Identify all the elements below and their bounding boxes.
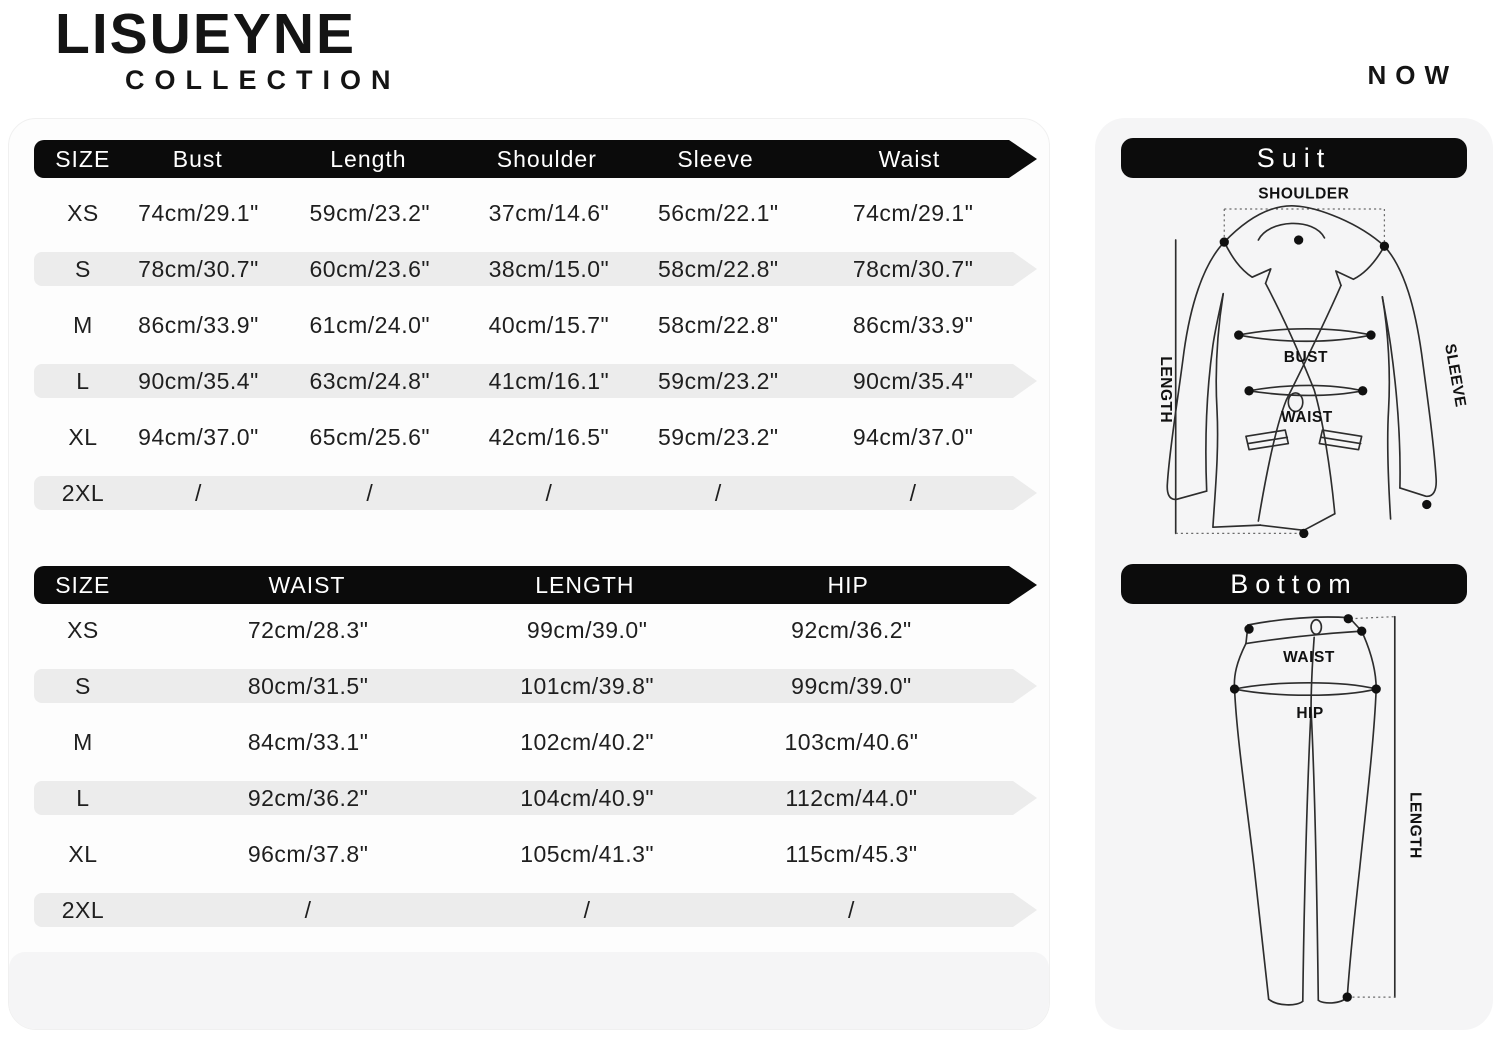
table-row-cells (34, 252, 1013, 286)
column-header-length: Length (330, 145, 407, 172)
bottom-diagram-title-text: Bottom (1230, 568, 1358, 599)
measurement-value: 61cm/24.0" (309, 311, 431, 338)
row-arrow-tip (1013, 420, 1037, 454)
measurement-value: 90cm/35.4" (852, 367, 974, 394)
bottom-measurement-diagram (1095, 604, 1493, 1018)
table-row-cells (34, 781, 1013, 815)
size-label: 2XL (61, 479, 105, 506)
measurement-value: 59cm/23.2" (658, 423, 779, 450)
size-label: XL (68, 840, 98, 867)
measurement-value: / (195, 479, 202, 506)
table-row-xl (34, 420, 1037, 454)
measurement-value: 40cm/15.7" (488, 311, 610, 338)
measurement-value: 58cm/22.8" (658, 311, 779, 338)
row-arrow-tip (1013, 364, 1037, 398)
card-footer-shade (9, 952, 1049, 1029)
suit-diagram-title (1121, 138, 1467, 178)
measurement-value: 104cm/40.9" (520, 784, 655, 811)
header-arrow-tip (1009, 140, 1037, 178)
bottom-table-body (34, 613, 1037, 927)
bust-dimension-label: BUST (1283, 348, 1328, 366)
page-header (0, 0, 1500, 118)
column-header-bust: Bust (172, 145, 223, 172)
row-arrow-tip (1013, 308, 1037, 342)
header-arrow-tip (1009, 566, 1037, 604)
measurement-value: 103cm/40.6" (784, 728, 919, 755)
content-area (0, 118, 1500, 1030)
row-arrow-tip (1013, 837, 1037, 871)
size-label: XS (67, 199, 99, 226)
size-label: M (73, 311, 93, 338)
brand-logo (55, 2, 401, 96)
size-label: S (75, 672, 91, 699)
waist-dimension-label: WAIST (1281, 408, 1333, 426)
table-row-cells (34, 420, 1013, 454)
measurement-value: 86cm/33.9" (138, 311, 259, 338)
row-arrow-tip (1013, 613, 1037, 647)
table-row-cells (34, 893, 1013, 927)
measurement-value: 99cm/39.0" (791, 672, 912, 699)
measurement-value: 92cm/36.2" (791, 616, 912, 643)
measurement-value: 94cm/37.0" (852, 423, 974, 450)
brand-collection-label: COLLECTION (125, 65, 401, 95)
measurement-value: 74cm/29.1" (852, 199, 974, 226)
row-arrow-tip (1013, 781, 1037, 815)
table-row-s (34, 252, 1037, 286)
measurement-value: 59cm/23.2" (658, 367, 779, 394)
table-row-cells (34, 837, 1013, 871)
measurement-value: 92cm/36.2" (247, 784, 369, 811)
measurement-value: 84cm/33.1" (247, 728, 369, 755)
suit-diagram-title-text: Suit (1256, 142, 1332, 173)
table-row-s (34, 669, 1037, 703)
measurement-value: 60cm/23.6" (309, 255, 431, 282)
suit-table-header-bar (34, 140, 1037, 178)
row-arrow-tip (1013, 893, 1037, 927)
table-row-xl (34, 837, 1037, 871)
table-row-cells (34, 308, 1013, 342)
table-row-cells (34, 364, 1013, 398)
table-row-xs (34, 613, 1037, 647)
measurement-value: / (366, 479, 374, 506)
column-header-waist: Waist (878, 145, 941, 172)
measurement-value: / (545, 479, 553, 506)
table-row-m (34, 308, 1037, 342)
size-label: S (75, 255, 91, 282)
row-arrow-tip (1013, 476, 1037, 510)
hip-dimension-label: HIP (1296, 704, 1324, 722)
measurement-value: 42cm/16.5" (488, 423, 610, 450)
suit-measurement-diagram (1095, 178, 1493, 552)
size-label: XL (68, 423, 98, 450)
row-arrow-tip (1013, 725, 1037, 759)
measurement-value: 37cm/14.6" (488, 199, 610, 226)
measurement-value: 74cm/29.1" (138, 199, 259, 226)
measurement-value: 58cm/22.8" (658, 255, 779, 282)
measurement-value: 65cm/25.6" (309, 423, 431, 450)
table-row-xs (34, 196, 1037, 230)
measurement-diagram-card (1095, 118, 1493, 1030)
suit-size-table (34, 140, 1037, 510)
length-dimension-label: LENGTH (1406, 792, 1424, 859)
measurement-value: 86cm/33.9" (852, 311, 974, 338)
size-chart-card (8, 118, 1050, 1030)
waist-dimension-label: WAIST (1283, 649, 1335, 667)
bottom-diagram-title (1121, 564, 1467, 604)
table-row-m (34, 725, 1037, 759)
column-header-size: SIZE (55, 145, 111, 172)
measurement-value: 105cm/41.3" (520, 840, 655, 867)
bottom-table-header-cells (34, 566, 1009, 604)
measurement-value: / (909, 479, 917, 506)
pants-sketch (1234, 617, 1394, 1005)
column-header-length: LENGTH (535, 571, 635, 598)
column-header-hip: HIP (827, 571, 869, 598)
measurement-value: 115cm/45.3" (785, 840, 918, 867)
bottom-size-table (34, 566, 1037, 927)
measurement-value: 56cm/22.1" (658, 199, 779, 226)
shoulder-dimension-label: SHOULDER (1258, 185, 1350, 203)
measurement-value: 101cm/39.8" (520, 672, 655, 699)
measurement-value: 112cm/44.0" (785, 784, 918, 811)
now-label: NOW (1367, 60, 1458, 90)
measurement-value: 78cm/30.7" (138, 255, 259, 282)
bottom-table-header-bar (34, 566, 1037, 604)
size-label: L (76, 367, 90, 394)
measurement-value: 63cm/24.8" (309, 367, 431, 394)
column-header-shoulder: Shoulder (496, 145, 597, 172)
measurement-dots (1220, 235, 1432, 538)
measurement-value: / (304, 896, 312, 923)
measurement-value: 99cm/39.0" (526, 616, 648, 643)
measurement-value: 41cm/16.1" (488, 367, 610, 394)
size-label: L (76, 784, 90, 811)
size-label: XS (67, 616, 99, 643)
brand-name: LISUEYNE (55, 2, 357, 66)
size-label: M (73, 728, 93, 755)
measurement-dots (1230, 614, 1381, 1002)
suit-table-body (34, 196, 1037, 510)
sleeve-dimension-label: SLEEVE (1441, 342, 1469, 409)
measurement-value: / (583, 896, 591, 923)
measurement-value: 78cm/30.7" (852, 255, 974, 282)
table-row-2xl (34, 893, 1037, 927)
table-row-cells (34, 613, 1013, 647)
table-row-cells (34, 476, 1013, 510)
length-dimension-label: LENGTH (1157, 356, 1175, 424)
table-row-cells (34, 196, 1013, 230)
measurement-value: 59cm/23.2" (309, 199, 431, 226)
column-header-size: SIZE (55, 571, 111, 598)
table-row-cells (34, 725, 1013, 759)
row-arrow-tip (1013, 252, 1037, 286)
measurement-value: 80cm/31.5" (247, 672, 369, 699)
row-arrow-tip (1013, 669, 1037, 703)
measurement-value: 38cm/15.0" (488, 255, 610, 282)
measurement-value: 72cm/28.3" (247, 616, 369, 643)
measurement-value: 90cm/35.4" (138, 367, 259, 394)
measurement-value: 94cm/37.0" (138, 423, 259, 450)
table-row-cells (34, 669, 1013, 703)
column-header-sleeve: Sleeve (677, 145, 754, 172)
row-arrow-tip (1013, 196, 1037, 230)
table-row-2xl (34, 476, 1037, 510)
size-label: 2XL (61, 896, 105, 923)
suit-table-header-cells (34, 140, 1009, 178)
measurement-value: 96cm/37.8" (247, 840, 369, 867)
blazer-sketch (1167, 206, 1436, 534)
table-row-l (34, 781, 1037, 815)
table-row-l (34, 364, 1037, 398)
measurement-value: / (847, 896, 855, 923)
measurement-value: / (714, 479, 722, 506)
measurement-value: 102cm/40.2" (520, 728, 655, 755)
column-header-waist: WAIST (268, 571, 346, 598)
